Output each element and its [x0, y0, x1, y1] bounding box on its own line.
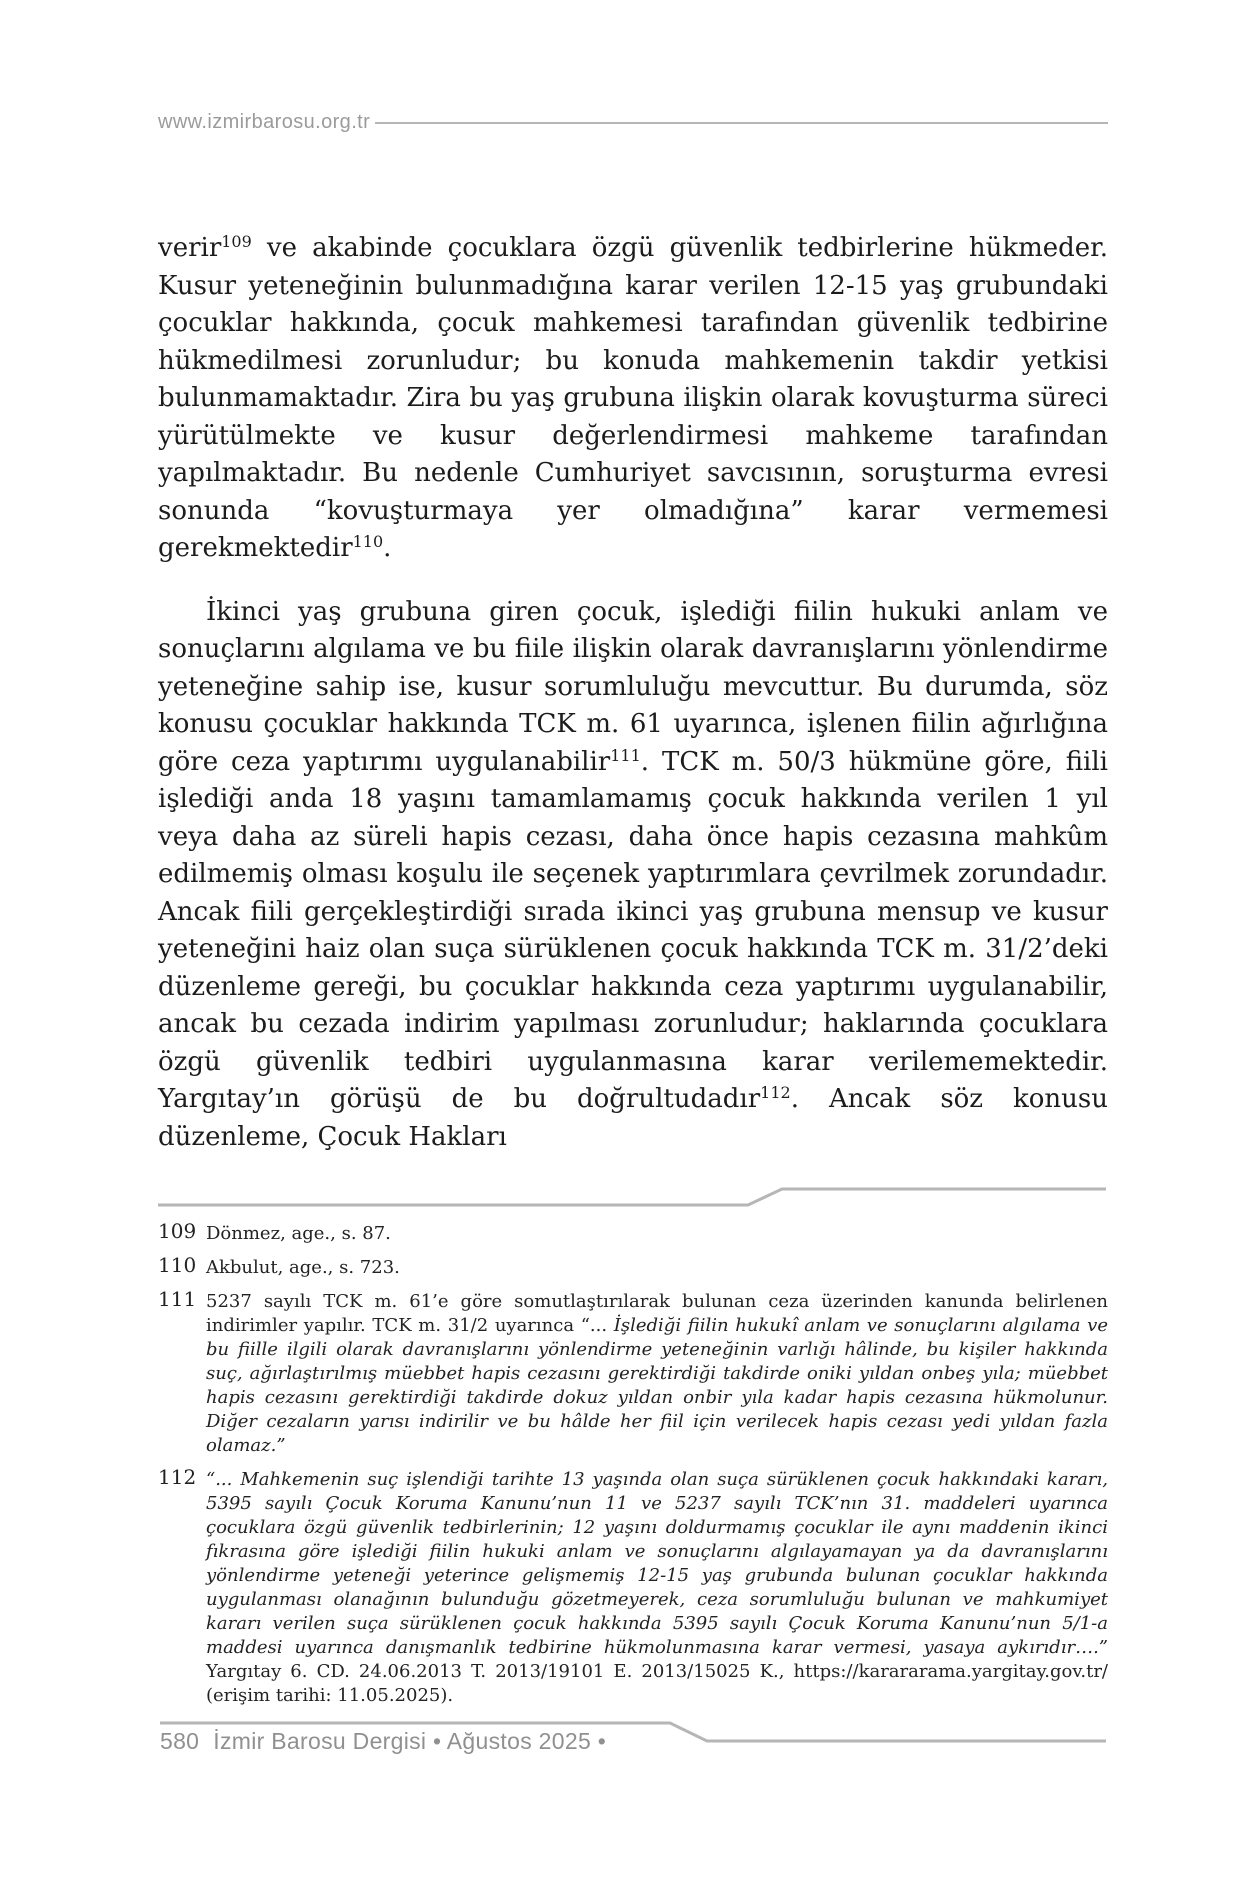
- footnote-number: 112: [158, 1465, 197, 1489]
- page-number: 580: [160, 1728, 200, 1754]
- body-paragraph-2: [158, 594, 1108, 1157]
- paragraph-text: İkinci yaş grubuna giren çocuk, işlediği fiilin hukuki anlam ve sonuçlarını algılama ve bu fiile ilişkin olarak davranışlarını yönlendirme yeteneğine sahip ise, kusur sorumluluğu mevcuttur. Bu durumda, söz konusu çocuklar hakkında TCK m. 61 uyarınca, işlenen fiilin ağırlığına göre ceza yaptırımı uygulanabilir: [158, 596, 1108, 777]
- footnote-lead-text: 5237 sayılı TCK m. 61’e göre somutlaştırılarak bulunan ceza üzerinden kanunda belirlenen indirimler yapılır. TCK m. 31/2 uyarınca “...: [206, 1291, 1108, 1336]
- paragraph-text: verir: [158, 233, 222, 263]
- body-paragraph-1: [158, 230, 1108, 568]
- footnote-quoted-statute: İşlediği fiilin hukukî anlam ve sonuçlarını algılama ve bu fiille ilgili olarak davranışlarını yönlendirme yeteneğinin varlığı hâlinde, bu kişiler hakkında suç, ağırlaştırılmış müebbet hapis cezasını gerektirdiği takdirde oniki yıldan onbeş yıla; müebbet hapis cezasını gerektirdiği takdirde dokuz yıldan onbir yıla kadar hapis cezasına hükmolunur. Diğer cezaların yarısı indirilir ve bu hâlde her fiil için verilecek hapis cezası yedi yıldan fazla olamaz.”: [206, 1315, 1108, 1456]
- footnote-marker-112: 112: [760, 1083, 791, 1102]
- footnote-divider-line: [158, 1186, 1108, 1208]
- footnote-divider: [158, 1186, 1108, 1208]
- footnote-text: [206, 1468, 1108, 1708]
- header-website-url: www.izmirbarosu.org.tr: [158, 110, 371, 133]
- footnote-text: Dönmez, age., s. 87.: [206, 1223, 391, 1244]
- footnote-110: [158, 1253, 1108, 1280]
- footnote-quoted-decision: “... Mahkemenin suç işlendiği tarihte 13 yaşında olan suça sürüklenen çocuk hakkındaki kararı, 5395 sayılı Çocuk Koruma Kanunu’nun 11 ve 5237 sayılı TCK’nın 31. maddeleri uyarınca çocuklara özgü güvenlik tedbirlerinin; 12 yaşını doldurmamış çocuklar ile aynı maddenin ikinci fıkrasına göre işlediği fiilin hukuki anlam ve sonuçlarını algılayamayan ya da davranışlarını yönlendirme yeteneği yeterince gelişmemiş 12-15 yaş grubunda bulunan çocuklar hakkında uygulanması olanağının bulunduğu gözetmeyerek, ceza sorumluluğu bulunan ve mahkumiyet kararı verilen suça sürüklenen çocuk hakkında 5395 sayılı Çocuk Koruma Kanunu’nun 5/1-a maddesi uyarınca danışmanlık tedbirine hükmolunmasına karar vermesi, yasaya aykırıdır….”: [206, 1469, 1108, 1658]
- footnote-marker-111: 111: [610, 745, 641, 765]
- footer-text: [160, 1728, 606, 1755]
- paragraph-text: ve akabinde çocuklara özgü güvenlik tedbirlerine hükmeder. Kusur yeteneğinin bulunmadığına karar verilen 12-15 yaş grubundaki çocuklar hakkında, çocuk mahkemesi tarafından güvenlik tedbirine hükmedilmesi zorunludur; bu konuda mahkemenin takdir yetkisi bulunmamaktadır. Zira bu yaş grubuna ilişkin olarak kovuşturma süreci yürütülmekte ve kusur değerlendirmesi mahkeme tarafından yapılmaktadır. Bu nedenle Cumhuriyet savcısının, soruşturma evresi sonunda “kovuşturmaya yer olmadığına” karar vermemesi gerekmektedir: [158, 233, 1108, 563]
- paragraph-text: . Ancak söz konusu düzenleme, Çocuk Hakları: [158, 1084, 1108, 1152]
- paragraph-text: . TCK m. 50/3 hükmüne göre, fiili işlediği anda 18 yaşını tamamlamamış çocuk hakkında verilen 1 yıl veya daha az süreli hapis cezası, daha önce hapis cezasına mahkûm edilmemiş olması koşulu ile seçenek yaptırımlara çevrilmek zorundadır. Ancak fiili gerçekleştirdiği sırada ikinci yaş grubuna mensup ve kusur yeteneğini haiz olan suça sürüklenen çocuk hakkında TCK m. 31/2’deki düzenleme gereği, bu çocuklar hakkında ceza yaptırımı uygulanabilir, ancak bu cezada indirim yapılması zorunludur; haklarında çocuklara özgü güvenlik tedbiri uygulanmasına karar verilememektedir. Yargıtay’ın görüşü de bu doğrultudadır: [158, 746, 1108, 1114]
- page-footer: [158, 1720, 1108, 1790]
- article-body: [158, 230, 1108, 1156]
- journal-title: İzmir Barosu Dergisi • Ağustos 2025 •: [213, 1728, 607, 1754]
- footnote-109: [158, 1219, 1108, 1246]
- footnote-text: Akbulut, age., s. 723.: [206, 1257, 400, 1278]
- footnote-number: 110: [158, 1253, 197, 1277]
- footnote-citation-text: Yargıtay 6. CD. 24.06.2013 T. 2013/19101 E. 2013/15025 K., https://karararama.yargitay.gov.tr/ (erişim tarihi: 11.05.2025).: [206, 1661, 1108, 1706]
- footnote-111: [158, 1287, 1108, 1458]
- footnote-marker-109: 109: [221, 232, 252, 251]
- footnote-112: [158, 1465, 1108, 1708]
- page-header: [158, 108, 1108, 136]
- footnotes-section: [158, 1219, 1108, 1708]
- paragraph-text: .: [383, 533, 392, 563]
- footnote-number: 111: [158, 1287, 197, 1311]
- footnote-marker-110: 110: [352, 532, 384, 551]
- footnote-text: [206, 1290, 1108, 1458]
- header-rule: [375, 122, 1108, 124]
- footnote-number: 109: [158, 1219, 197, 1243]
